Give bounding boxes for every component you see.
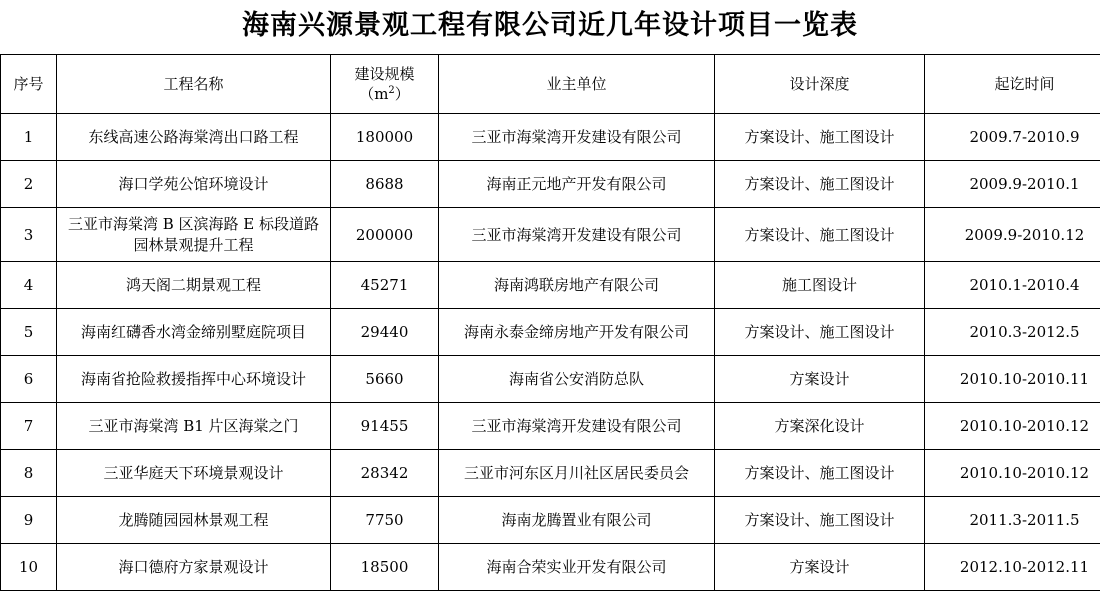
cell-index: 9 (1, 496, 57, 543)
cell-scale: 7750 (331, 496, 439, 543)
cell-depth: 方案设计、施工图设计 (715, 449, 925, 496)
scale-unit-superscript: 2 (388, 85, 395, 97)
table-row (1, 208, 1100, 262)
cell-scale: 180000 (331, 114, 439, 161)
table-row (1, 355, 1100, 402)
cell-owner: 海南省公安消防总队 (439, 355, 715, 402)
cell-period: 2009.7-2010.9 (925, 114, 1100, 161)
cell-period: 2010.10-2010.12 (925, 449, 1100, 496)
cell-scale: 29440 (331, 308, 439, 355)
cell-index: 5 (1, 308, 57, 355)
cell-project-name: 三亚市海棠湾 B1 片区海棠之门 (57, 402, 331, 449)
cell-depth: 方案设计、施工图设计 (715, 496, 925, 543)
column-header-owner: 业主单位 (439, 55, 715, 114)
page-title: 海南兴源景观工程有限公司近几年设计项目一览表 (242, 10, 858, 41)
cell-period: 2010.3-2012.5 (925, 308, 1100, 355)
cell-project-name: 鸿天阁二期景观工程 (57, 261, 331, 308)
cell-owner: 三亚市海棠湾开发建设有限公司 (439, 114, 715, 161)
table-row (1, 402, 1100, 449)
column-header-scale (331, 55, 439, 114)
cell-depth: 方案设计 (715, 543, 925, 590)
cell-period: 2010.10-2010.11 (925, 355, 1100, 402)
cell-project-name: 龙腾随园园林景观工程 (57, 496, 331, 543)
cell-owner: 海南正元地产开发有限公司 (439, 161, 715, 208)
cell-owner: 海南龙腾置业有限公司 (439, 496, 715, 543)
cell-period: 2010.1-2010.4 (925, 261, 1100, 308)
cell-index: 3 (1, 208, 57, 262)
project-list-table (0, 54, 1100, 591)
table-row (1, 449, 1100, 496)
column-header-index: 序号 (1, 55, 57, 114)
table-row (1, 496, 1100, 543)
cell-depth: 方案设计、施工图设计 (715, 208, 925, 262)
cell-depth: 方案设计、施工图设计 (715, 308, 925, 355)
cell-index: 2 (1, 161, 57, 208)
table-row (1, 161, 1100, 208)
table-row (1, 261, 1100, 308)
table-row (1, 308, 1100, 355)
column-header-depth: 设计深度 (715, 55, 925, 114)
cell-project-name: 海口德府方家景观设计 (57, 543, 331, 590)
cell-index: 1 (1, 114, 57, 161)
cell-depth: 方案设计、施工图设计 (715, 161, 925, 208)
cell-depth: 方案设计 (715, 355, 925, 402)
table-body (1, 114, 1100, 591)
table-header-row (1, 55, 1100, 114)
table-header (1, 55, 1100, 114)
scale-unit-prefix: （m (359, 85, 389, 104)
cell-project-name: 海南省抢险救援指挥中心环境设计 (57, 355, 331, 402)
cell-scale: 5660 (331, 355, 439, 402)
cell-depth: 方案设计、施工图设计 (715, 114, 925, 161)
cell-depth: 施工图设计 (715, 261, 925, 308)
cell-period: 2011.3-2011.5 (925, 496, 1100, 543)
cell-depth: 方案深化设计 (715, 402, 925, 449)
cell-scale: 8688 (331, 161, 439, 208)
table-row (1, 114, 1100, 161)
cell-owner: 三亚市海棠湾开发建设有限公司 (439, 402, 715, 449)
cell-period: 2009.9-2010.1 (925, 161, 1100, 208)
cell-scale: 28342 (331, 449, 439, 496)
cell-index: 7 (1, 402, 57, 449)
cell-period: 2012.10-2012.11 (925, 543, 1100, 590)
cell-project-name: 东线高速公路海棠湾出口路工程 (57, 114, 331, 161)
cell-scale: 91455 (331, 402, 439, 449)
cell-scale: 200000 (331, 208, 439, 262)
cell-index: 8 (1, 449, 57, 496)
column-header-period: 起讫时间 (925, 55, 1100, 114)
cell-project-name: 三亚市海棠湾 B 区滨海路 E 标段道路园林景观提升工程 (57, 208, 331, 262)
column-header-scale-line1: 建设规模 (354, 65, 415, 84)
cell-period: 2010.10-2010.12 (925, 402, 1100, 449)
cell-owner: 海南合荣实业开发有限公司 (439, 543, 715, 590)
cell-scale: 18500 (331, 543, 439, 590)
cell-index: 6 (1, 355, 57, 402)
cell-project-name: 海南红礴香水湾金缔别墅庭院项目 (57, 308, 331, 355)
cell-index: 4 (1, 261, 57, 308)
column-header-project-name: 工程名称 (57, 55, 331, 114)
cell-owner: 海南鸿联房地产有限公司 (439, 261, 715, 308)
cell-owner: 海南永泰金缔房地产开发有限公司 (439, 308, 715, 355)
table-row (1, 543, 1100, 590)
cell-project-name: 海口学苑公馆环境设计 (57, 161, 331, 208)
scale-unit-suffix: ） (394, 85, 410, 104)
cell-period: 2009.9-2010.12 (925, 208, 1100, 262)
cell-scale: 45271 (331, 261, 439, 308)
cell-owner: 三亚市海棠湾开发建设有限公司 (439, 208, 715, 262)
cell-project-name: 三亚华庭天下环境景观设计 (57, 449, 331, 496)
column-header-scale-unit (335, 84, 434, 104)
cell-owner: 三亚市河东区月川社区居民委员会 (439, 449, 715, 496)
cell-index: 10 (1, 543, 57, 590)
